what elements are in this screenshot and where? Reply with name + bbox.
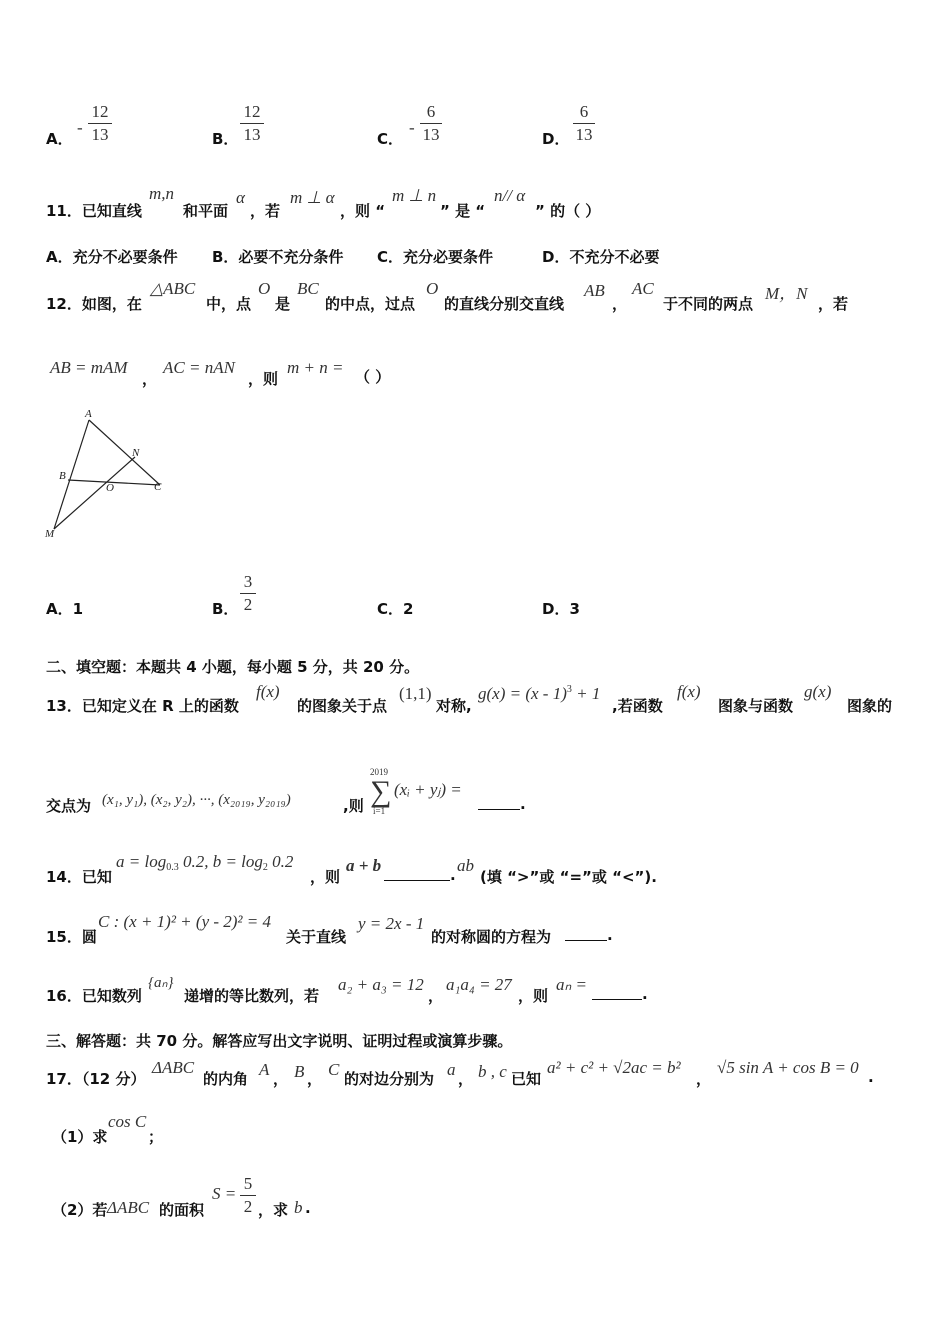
q16-condition-1: a₂ + a₃ = 12 bbox=[338, 975, 424, 994]
q13-sum-body: (xᵢ + yⱼ) = bbox=[394, 780, 462, 799]
q13-text-h: ,则 bbox=[343, 797, 364, 815]
q13-text-g: 交点为 bbox=[46, 797, 92, 815]
q12-text-e: 的直线分别交直线 bbox=[444, 295, 565, 313]
q12-triangle-figure bbox=[40, 405, 180, 545]
q17-comma-1: ， bbox=[273, 1070, 289, 1088]
q14-expression-product: ab bbox=[457, 856, 474, 875]
q17-text-d: 已知 bbox=[511, 1070, 542, 1088]
q12-point-o-2: O bbox=[426, 279, 439, 298]
q17-condition-1: a² + c² + √2ac = b² bbox=[547, 1058, 681, 1077]
q13-point: (1,1) bbox=[399, 684, 432, 703]
q12-text-h: ，则 bbox=[248, 370, 279, 388]
q12-option-b-label: B． bbox=[212, 600, 239, 618]
q11-text-f: ” 的（ ） bbox=[535, 202, 601, 220]
q13-function-f: f(x) bbox=[256, 682, 280, 701]
q12-option-b-fraction: 3 2 bbox=[240, 572, 256, 615]
q17-area-symbol: S = bbox=[212, 1184, 237, 1203]
q12-points-mn: M，N bbox=[765, 284, 808, 303]
section-2-heading: 二、填空题：本题共 4 小题，每小题 5 分，共 20 分。 bbox=[46, 658, 420, 676]
q12-text-f: 于不同的两点 bbox=[663, 295, 754, 313]
fig-label-a: A bbox=[85, 408, 92, 420]
q12-line-ab: AB bbox=[584, 281, 605, 300]
q13-function-g-2: g(x) bbox=[804, 682, 832, 701]
q17-text-c: 的对边分别为 bbox=[344, 1070, 435, 1088]
q12-comma: ， bbox=[612, 295, 628, 313]
q17-part-2-label: （2）若 bbox=[52, 1201, 108, 1219]
q13-answer-blank[interactable] bbox=[478, 795, 520, 810]
q16-text-c: ，则 bbox=[518, 987, 549, 1005]
q11-lines-mn: m,n bbox=[149, 184, 175, 203]
section-3-heading: 三、解答题：共 70 分。解答应写出文字说明、证明过程或演算步骤。 bbox=[46, 1032, 513, 1050]
q12-option-d: D．3 bbox=[542, 600, 580, 618]
q11-text-d: ，则 “ bbox=[340, 202, 386, 220]
q11-option-b: B．必要不充分条件 bbox=[212, 248, 344, 266]
q17-period: . bbox=[868, 1068, 874, 1086]
q13-function-f-2: f(x) bbox=[677, 682, 701, 701]
q13-sigma: ∑ bbox=[370, 775, 392, 808]
q10-option-b-label: B． bbox=[212, 130, 239, 148]
q10-option-d-label: D． bbox=[542, 130, 570, 148]
q16-period: . bbox=[642, 985, 648, 1003]
q10-option-c-label: C． bbox=[377, 130, 404, 148]
q11-option-c: C．充分必要条件 bbox=[377, 248, 494, 266]
q16-text-a: 16．已知数列 bbox=[46, 987, 142, 1005]
q10-option-c-sign: - bbox=[409, 118, 415, 137]
q12-text-c: 是 bbox=[275, 295, 291, 313]
fig-label-b: B bbox=[59, 470, 66, 482]
q15-text-b: 关于直线 bbox=[286, 928, 347, 946]
q10-option-c-fraction: 6 13 bbox=[420, 102, 442, 145]
q17-text-b: 的内角 bbox=[203, 1070, 249, 1088]
q17-text-a: 17．（12 分） bbox=[46, 1070, 146, 1088]
q14-instruction: (填 “>”或 “=”或 “<”). bbox=[480, 868, 657, 886]
q13-text-a: 13．已知定义在 R 上的函数 bbox=[46, 697, 239, 715]
q17-part-1-tail: ； bbox=[148, 1128, 164, 1146]
q10-option-a-sign: - bbox=[77, 118, 83, 137]
q13-text-b: 的图象关于点 bbox=[297, 697, 388, 715]
q12-text-b: 中，点 bbox=[206, 295, 252, 313]
q12-line-ac: AC bbox=[632, 279, 654, 298]
q12-triangle: △ABC bbox=[150, 279, 196, 298]
q17-part-2-target: b bbox=[294, 1198, 303, 1217]
q17-part-2-triangle: ΔABC bbox=[107, 1198, 150, 1217]
q17-part-2-period: . bbox=[305, 1199, 311, 1217]
q11-text-e: ” 是 “ bbox=[440, 202, 486, 220]
q13-text-c: 对称, bbox=[436, 697, 472, 715]
q13-sum-upper-limit: 2019 bbox=[370, 767, 388, 777]
q13-period: . bbox=[520, 795, 526, 813]
fig-label-c: C bbox=[154, 481, 162, 493]
q12-sum-expression: m + n = bbox=[287, 358, 344, 377]
q17-part-2-text: 的面积 bbox=[159, 1201, 205, 1219]
q16-sequence: {aₙ} bbox=[148, 975, 174, 991]
q14-text-b: ，则 bbox=[310, 868, 341, 886]
q17-part-1-label: （1）求 bbox=[52, 1128, 108, 1146]
q17-side-a: a bbox=[447, 1060, 456, 1079]
q14-definitions: $a = \log_{0.3} 0.2$, $b = \log_2 0.2$ bbox=[116, 852, 294, 873]
q16-general-term: aₙ = bbox=[556, 975, 587, 994]
q12-option-c: C．2 bbox=[377, 600, 414, 618]
q14-dot: . bbox=[450, 866, 456, 884]
q10-option-a-label: A． bbox=[46, 130, 73, 148]
q16-answer-blank[interactable] bbox=[592, 985, 642, 1000]
q14-answer-blank[interactable] bbox=[384, 866, 450, 881]
fig-side-ac bbox=[89, 420, 160, 485]
q16-comma: ， bbox=[428, 987, 444, 1005]
q15-answer-blank[interactable] bbox=[565, 926, 607, 941]
q10-option-d-fraction: 6 13 bbox=[573, 102, 595, 145]
q17-condition-2: √5 sin A + cos B = 0 bbox=[717, 1058, 859, 1077]
q12-vector-eq-1: AB = mAM bbox=[50, 358, 128, 377]
q15-circle-equation: C : (x + 1)² + (y - 2)² = 4 bbox=[98, 912, 272, 931]
q12-point-o: O bbox=[258, 279, 271, 298]
q17-triangle: ΔABC bbox=[152, 1058, 195, 1077]
q13-text-d: ,若函数 bbox=[612, 697, 663, 715]
q12-text-g: ，若 bbox=[818, 295, 849, 313]
q17-sides-bc: b , c bbox=[478, 1062, 507, 1081]
q17-part-1-target: cos C bbox=[108, 1112, 147, 1131]
q15-text-a: 15．圆 bbox=[46, 928, 97, 946]
q17-angle-c: C bbox=[328, 1060, 340, 1079]
q14-text-a: 14．已知 bbox=[46, 868, 112, 886]
q17-comma-4: ， bbox=[696, 1070, 712, 1088]
q15-text-c: 的对称圆的方程为 bbox=[431, 928, 552, 946]
q16-condition-2: a₁a₄ = 27 bbox=[446, 975, 512, 994]
q11-proposition-1: m ⊥ n bbox=[392, 186, 437, 205]
q13-function-g: g(x) = (x - 1)$^3$ + 1 bbox=[478, 684, 601, 703]
q12-option-a: A．1 bbox=[46, 600, 84, 618]
q13-sum-lower-limit: i=1 bbox=[373, 806, 386, 816]
q11-option-d: D．不充分不必要 bbox=[542, 248, 660, 266]
q11-text-a: 11．已知直线 bbox=[46, 202, 142, 220]
q11-text-c: ，若 bbox=[250, 202, 281, 220]
q17-comma-2: ， bbox=[307, 1070, 323, 1088]
q12-segment-bc: BC bbox=[297, 279, 319, 298]
q16-text-b: 递增的等比数列，若 bbox=[184, 987, 320, 1005]
q15-line-equation: y = 2x - 1 bbox=[358, 914, 425, 933]
q12-text-d: 的中点，过点 bbox=[325, 295, 416, 313]
q12-text-i: （ ） bbox=[355, 368, 391, 386]
q11-plane-alpha: α bbox=[236, 188, 245, 207]
q17-part-2-find: ，求 bbox=[258, 1201, 289, 1219]
fig-label-n: N bbox=[132, 447, 140, 459]
q12-vector-eq-2: AC = nAN bbox=[163, 358, 235, 377]
q11-condition: m ⊥ α bbox=[290, 188, 335, 207]
q13-intersection-points: (x₁, y₁), (x₂, y₂), ···, (x₂₀₁₉, y₂₀₁₉) bbox=[102, 792, 291, 808]
fig-label-m: M bbox=[45, 528, 55, 540]
q17-angle-b: B bbox=[294, 1062, 305, 1081]
q13-text-e: 图象与函数 bbox=[718, 697, 794, 715]
q17-comma-3: ， bbox=[458, 1070, 474, 1088]
q13-text-f: 图象的 bbox=[847, 697, 893, 715]
q17-area-fraction: 5 2 bbox=[240, 1174, 256, 1217]
q12-comma-2: ， bbox=[142, 370, 158, 388]
q15-period: . bbox=[607, 926, 613, 944]
q17-angle-a: A bbox=[259, 1060, 270, 1079]
q10-option-a-fraction: 12 13 bbox=[88, 102, 112, 145]
q10-option-b-fraction: 12 13 bbox=[240, 102, 264, 145]
fig-label-o: O bbox=[106, 482, 114, 494]
fig-side-bc bbox=[68, 480, 160, 485]
q11-option-a: A．充分不必要条件 bbox=[46, 248, 178, 266]
q14-expression-sum: a + b bbox=[346, 856, 382, 875]
q11-text-b: 和平面 bbox=[183, 202, 229, 220]
q12-text-a: 12．如图，在 bbox=[46, 295, 142, 313]
q11-proposition-2: n// α bbox=[494, 186, 526, 205]
